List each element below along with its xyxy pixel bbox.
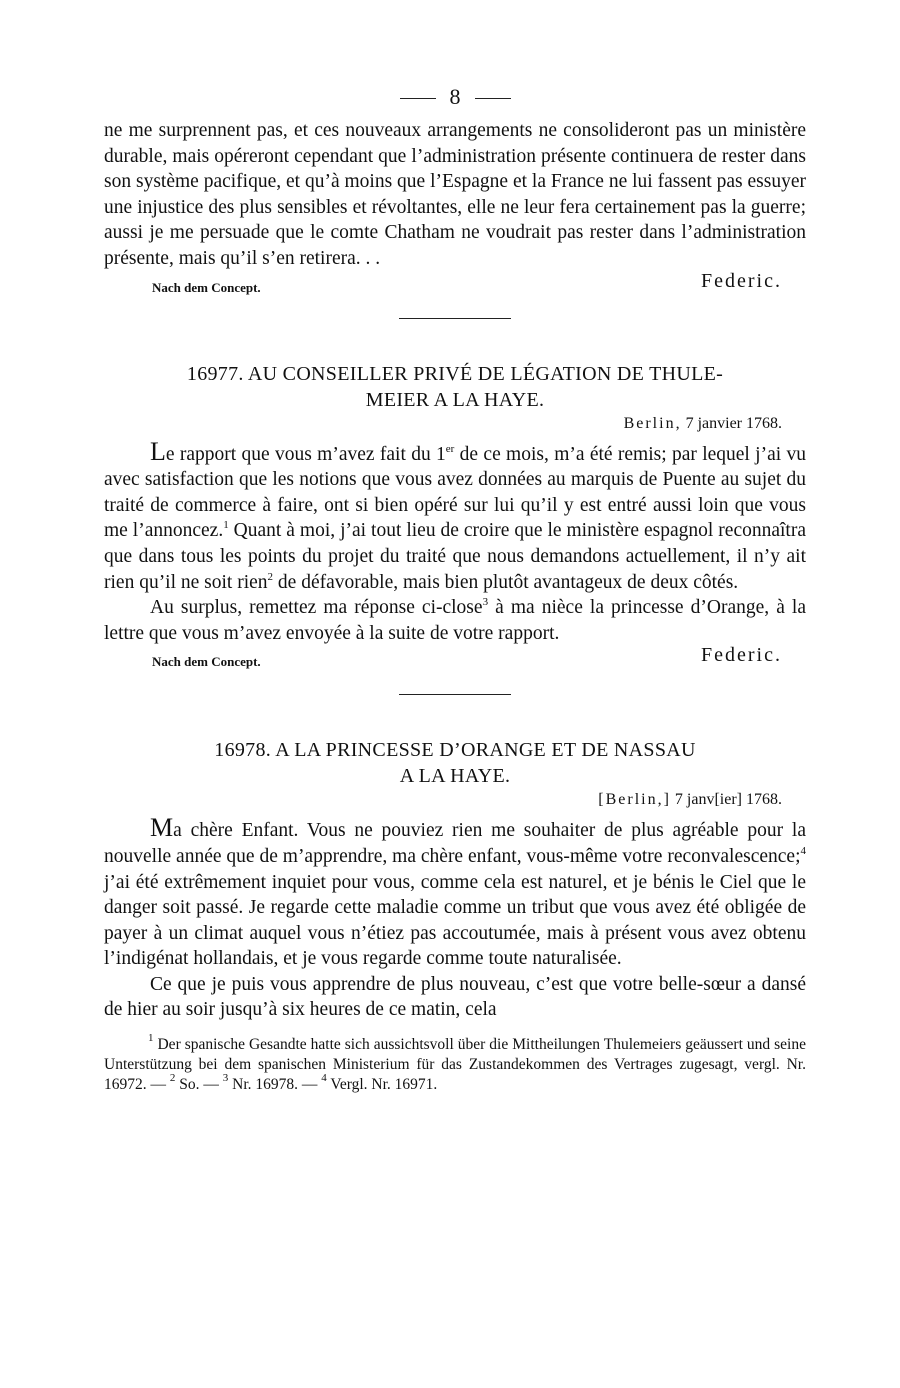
letter-heading-line: 16978. A LA PRINCESSE D’ORANGE ET DE NASSAU xyxy=(214,739,696,762)
footnote-marker: 4 xyxy=(321,1072,327,1085)
date-text: 7 janvier 1768. xyxy=(685,414,782,432)
signature: Federic. xyxy=(701,644,782,667)
source-note: Nach dem Concept. xyxy=(152,279,261,295)
page-number: 8 xyxy=(449,84,461,109)
date-place: [Berlin,] xyxy=(598,791,671,809)
footnote-text: Vergl. Nr. 16971. xyxy=(326,1076,438,1094)
date-place: Berlin, xyxy=(623,414,682,432)
document-page xyxy=(104,82,806,1095)
footnotes xyxy=(104,1032,806,1095)
paragraph-text: Quant à moi, j’ai tout lieu de croire que le ministère espagnol reconnaîtra que dans tous les points du projet du traité que nous demandons actuellement, il n’y ait rien qu’il ne soit rien xyxy=(104,520,806,593)
footnote-text: So. — xyxy=(175,1076,223,1094)
footnote-ref: 4 xyxy=(800,844,806,857)
intro-signature-row xyxy=(104,269,806,298)
footnote-marker: 1 xyxy=(148,1032,154,1045)
letter-heading-line: MEIER A LA HAYE. xyxy=(365,388,545,411)
letter-paragraph xyxy=(104,436,806,596)
page-header xyxy=(104,82,806,112)
paragraph-text: e rapport que vous m’avez fait du 1 xyxy=(165,443,446,465)
initial-letter: L xyxy=(150,436,166,466)
footnote-ref: 1 xyxy=(223,519,229,532)
footnote-marker: 3 xyxy=(222,1072,229,1085)
letter-paragraph: Ce que je puis vous apprendre de plus nouveau, c’est que votre belle-sœur a dansé de hier au soir jusqu’à six heures de ce matin, cela xyxy=(104,973,806,1021)
dateline xyxy=(104,413,806,435)
date-text: 7 janv[ier] 1768. xyxy=(674,791,782,809)
section-divider xyxy=(399,694,511,695)
letter-heading-line: 16977. AU CONSEILLER PRIVÉ DE LÉGATION DE THULE- xyxy=(186,362,724,385)
paragraph-text: à ma nièce la princesse d’Orange, à la lettre que vous m’avez envoyée à la suite de votre rapport. xyxy=(104,597,806,644)
letter-paragraph xyxy=(104,815,806,972)
footnote-text: Nr. 16978. — xyxy=(228,1076,322,1094)
letter-heading xyxy=(104,361,806,413)
paragraph-text: j’ai été extrêmement inquiet pour vous, comme cela est naturel, et je bénis le Ciel que le danger soit passé. Je regarde cette maladie comme un tribut que vous avez été obligée de payer à un climat auquel vous n’étiez pas accoutumée, mais à présent vous avez obtenu l’indigénat hollandais, et je vous regarde comme toute naturalisée. xyxy=(104,871,806,970)
footnote-ref: 3 xyxy=(482,596,489,609)
letter-heading xyxy=(104,737,806,789)
initial-letter: M xyxy=(150,813,174,843)
header-dash-right xyxy=(475,98,511,99)
dateline xyxy=(104,789,806,811)
superscript: er xyxy=(445,442,455,455)
footnote-text: Der spanische Gesandte hatte sich aussichtsvoll über die Mittheilungen Thulemeiers geäussert und seine Unterstützung bei dem spanischen Ministerium für das Zustandekommen des Vertrages zugesagt, vergl. Nr. 16972. — xyxy=(104,1036,806,1094)
source-note: Nach dem Concept. xyxy=(152,654,261,670)
paragraph-text: de ce mois, m’a été remis; par lequel j’ai vu avec satisfaction que les notions que vous avez données au marquis de Puente au sujet du traité de commerce à faire, ont si bien opéré sur lui qu’il y est entré aussi loin que vous me l’annoncez. xyxy=(104,443,806,542)
section-divider xyxy=(399,318,511,319)
letter-heading-line: A LA HAYE. xyxy=(399,765,511,788)
paragraph-text: Au surplus, remettez ma réponse ci-close xyxy=(150,597,483,619)
header-dash-left xyxy=(400,98,436,99)
footnote-ref: 2 xyxy=(267,570,274,583)
letter-paragraph xyxy=(104,595,806,646)
signature: Federic. xyxy=(701,269,782,292)
paragraph-text: a chère Enfant. Vous ne pouviez rien me souhaiter de plus agréable pour la nouvelle année que de m’apprendre, ma chère enfant, vous-même votre reconvalescence; xyxy=(104,820,806,867)
intro-paragraph: ne me surprennent pas, et ces nouveaux arrangements ne consolideront pas un ministère durable, mais opéreront cependant que l’administration présente continuera de rester dans son système pacifique, et qu’à moins que l’Espagne et la France ne lui fassent pas essuyer une injustice des plus sensibles et révoltantes, elle ne leur fera certainement pas la guerre; aussi je me persuade que le comte Chatham ne voudrait pas rester dans l’administration présente, mais qu’il s’en retirera. . . xyxy=(104,120,806,269)
footnote-marker: 2 xyxy=(169,1072,176,1085)
paragraph-text: de défavorable, mais bien plutôt avantageux de deux côtés. xyxy=(273,571,739,593)
letter-signature-row xyxy=(104,646,806,672)
